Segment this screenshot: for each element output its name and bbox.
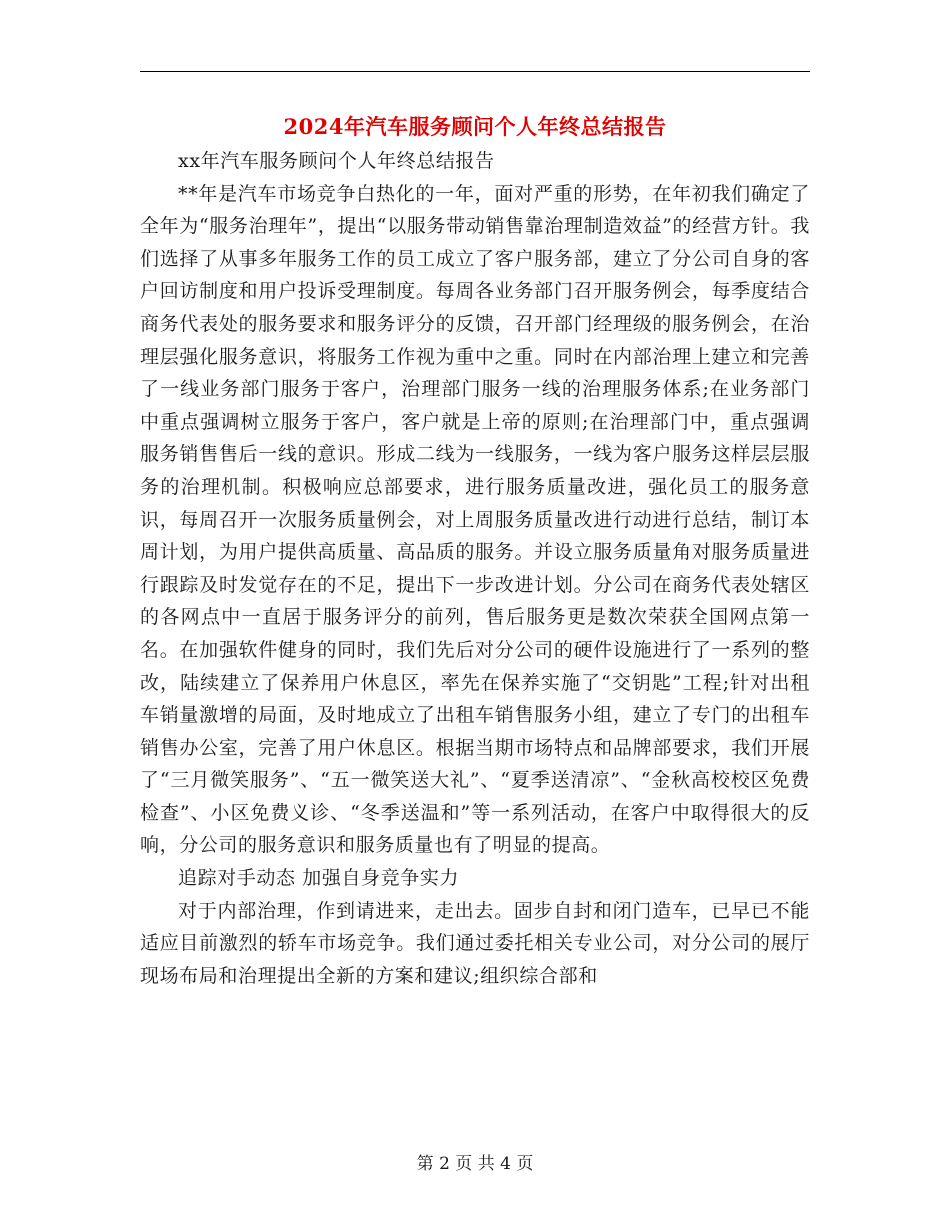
header-rule [140,71,810,72]
paragraph-heading: 追踪对手动态 加强自身竞争实力 [178,867,460,890]
document-body [140,145,810,992]
page-number-label: 第 2 页 共 4 页 [416,1154,534,1174]
paragraph-subtitle: xx年汽车服务顾问个人年终总结报告 [178,150,495,172]
paragraph-body: **年是汽车市场竞争白热化的一年，面对严重的形势，在年初我们确定了全年为“服务治理年”，提出“以服务带动销售靠治理制造效益”的经营方针。我们选择了从事多年服务工作的员工成立了客户服务部，建立了分公司自身的客户回访制度和用户投诉受理制度。每周各业务部门召开服务例会，每季度结合商务代表处的服务要求和服务评分的反馈，召开部门经理级的服务例会，在治理层强化服务意识，将服务工作视为重中之重。同时在内部治理上建立和完善了一线业务部门服务于客户，治理部门服务一线的治理服务体系;在业务部门中重点强调树立服务于客户，客户就是上帝的原则;在治理部门中，重点强调服务销售售后一线的意识。形成二线为一线服务，一线为客户服务这样层层服务的治理机制。积极响应总部要求，进行服务质量改进，强化员工的服务意识，每周召开一次服务质量例会，对上周服务质量改进行动进行总结，制订本周计划，为用户提供高质量、高品质的服务。并设立服务质量角对服务质量进行跟踪及时发觉存在的不足，提出下一步改进计划。分公司在商务代表处辖区的各网点中一直居于服务评分的前列，售后服务更是数次荣获全国网点第一名。在加强软件健身的同时，我们先后对分公司的硬件设施进行了一系列的整改，陆续建立了保养用户休息区，率先在保养实施了“交钥匙”工程;针对出租车销量激增的局面，及时地成立了出租车销售服务小组，建立了专门的出租车销售办公室，完善了用户休息区。根据当期市场特点和品牌部要求，我们开展了“三月微笑服务”、“五一微笑送大礼”、“夏季送清凉”、“金秋高校校区免费检查”、小区免费义诊、“冬季送温和”等一系列活动，在客户中取得很大的反响，分公司的服务意识和服务质量也有了明显的提高。 [140,182,810,857]
document-title: 2024年汽车服务顾问个人年终总结报告 [283,114,667,139]
paragraph-body: 对于内部治理，作到请进来，走出去。固步自封和闭门造车，已早已不能适应目前激烈的轿车市场竞争。我们通过委托相关专业公司，对分公司的展厅现场布局和治理提出全新的方案和建议;组织综合部和 [140,899,810,987]
page-footer [0,1152,950,1176]
